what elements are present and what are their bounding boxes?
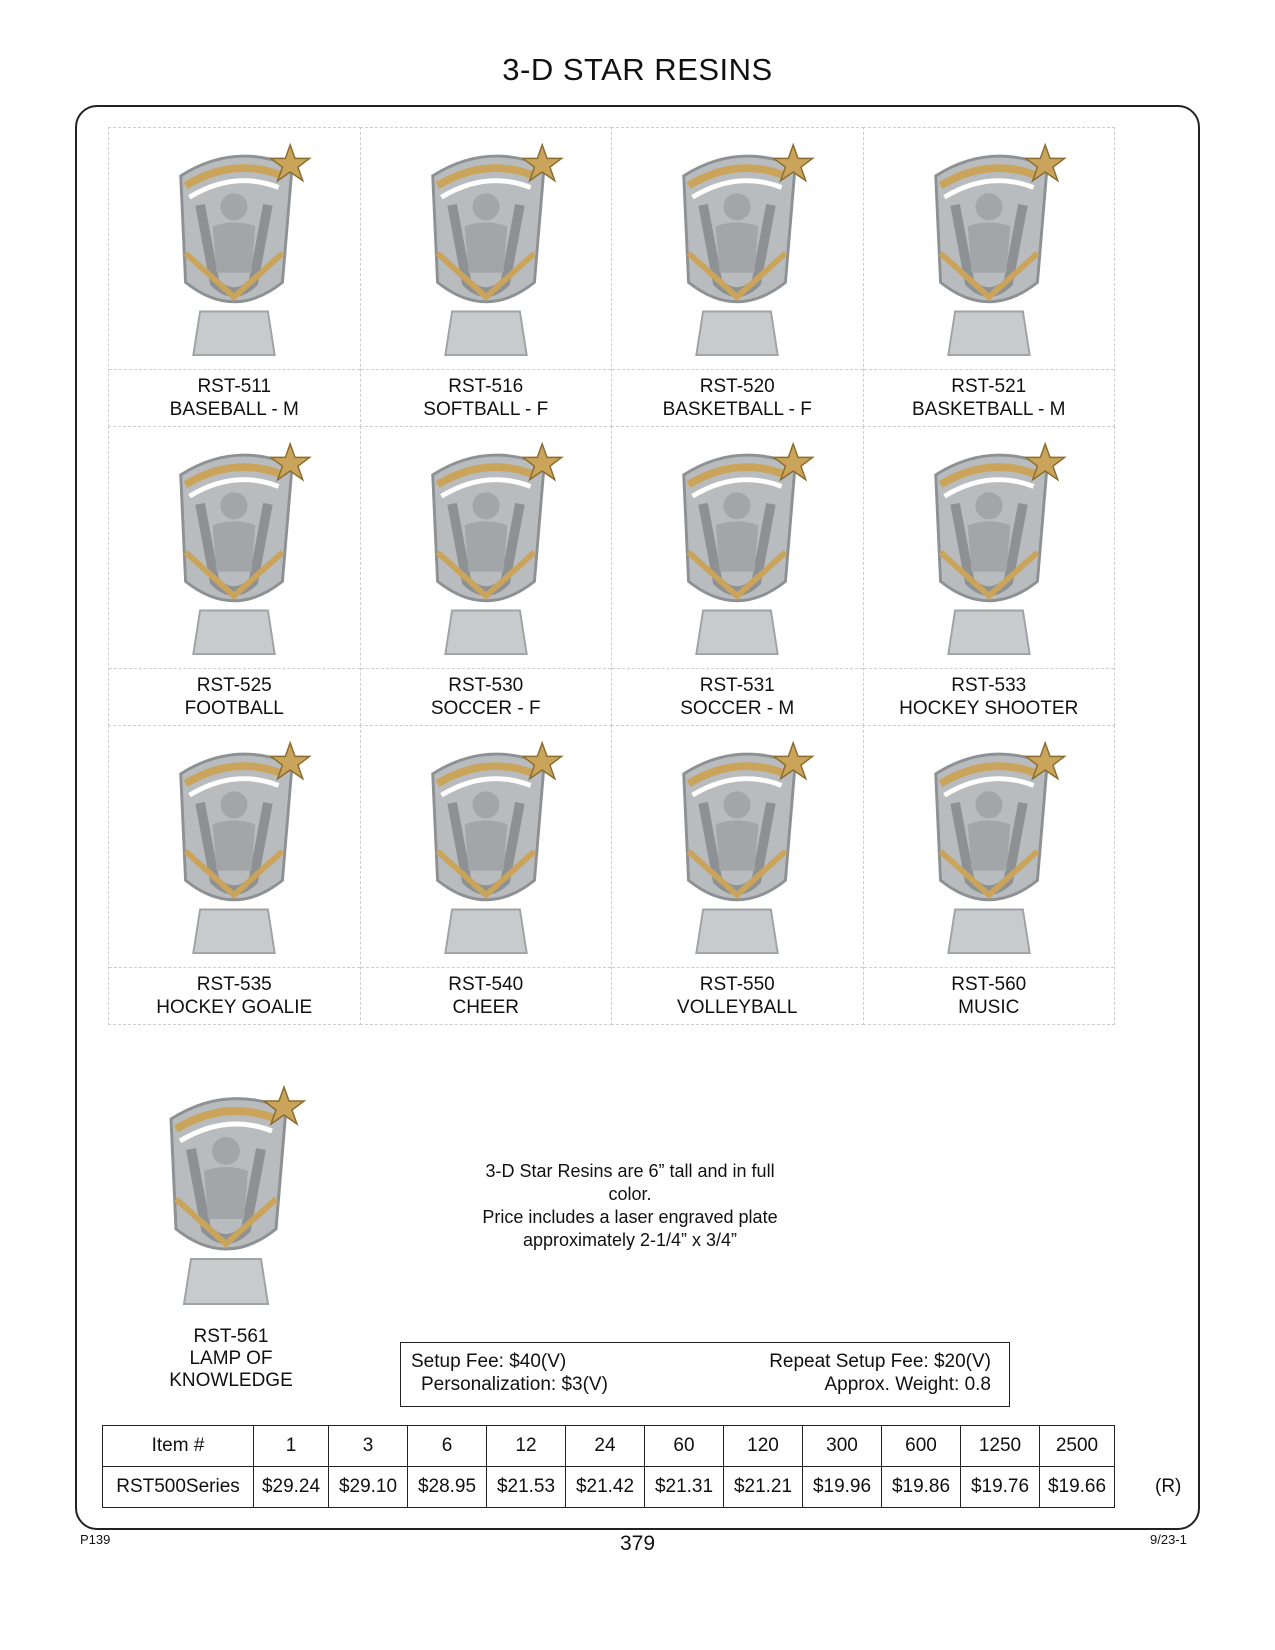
price-cell: $19.96	[803, 1467, 882, 1508]
revision-code: 9/23-1	[1150, 1532, 1187, 1547]
product-sku: RST-561	[193, 1326, 269, 1347]
product-photo	[109, 128, 360, 370]
product-name: HOCKEY SHOOTER	[899, 698, 1079, 719]
product-card	[360, 426, 613, 726]
football-trophy-icon	[157, 435, 312, 660]
quantity-header: 3	[329, 1426, 408, 1467]
product-sku: RST-516	[448, 376, 524, 397]
quantity-header: 1	[254, 1426, 329, 1467]
product-sku: RST-533	[951, 675, 1027, 696]
product-photo	[864, 427, 1115, 669]
product-name-line2: KNOWLEDGE	[169, 1370, 293, 1391]
volleyball-trophy-icon	[660, 734, 815, 959]
product-name: HOCKEY GOALIE	[156, 997, 313, 1018]
product-card	[611, 725, 864, 1025]
product-photo	[864, 128, 1115, 370]
page-code: P139	[80, 1532, 111, 1547]
quantity-header: 300	[803, 1426, 882, 1467]
quantity-header: 60	[645, 1426, 724, 1467]
product-sku: RST-525	[196, 675, 272, 696]
product-card	[611, 127, 864, 427]
product-label	[109, 668, 360, 728]
product-photo	[361, 726, 612, 968]
quantity-header: 24	[566, 1426, 645, 1467]
product-name: SOCCER - F	[430, 698, 541, 719]
product-description	[480, 1160, 780, 1252]
product-name: SOFTBALL - F	[423, 399, 549, 420]
product-sku: RST-550	[699, 974, 775, 995]
price-cell: $29.24	[254, 1467, 329, 1508]
price-cell: $28.95	[408, 1467, 487, 1508]
price-cell: $29.10	[329, 1467, 408, 1508]
table-header-row	[103, 1426, 1115, 1467]
product-card	[863, 127, 1116, 427]
product-name: BASEBALL - M	[169, 399, 299, 420]
product-label	[864, 369, 1115, 429]
product-name: FOOTBALL	[184, 698, 284, 719]
featured-product	[108, 1078, 358, 1408]
product-sku: RST-521	[951, 376, 1027, 397]
product-sku: RST-560	[951, 974, 1027, 995]
quantity-header: 600	[882, 1426, 961, 1467]
price-cell: $19.86	[882, 1467, 961, 1508]
product-name: BASKETBALL - F	[662, 399, 812, 420]
product-label	[361, 967, 612, 1027]
page-title: 3-D STAR RESINS	[502, 52, 773, 87]
repeat-setup-fee: Repeat Setup Fee: $20(V)	[769, 1351, 991, 1372]
price-cell: $19.66	[1040, 1467, 1115, 1508]
product-name: BASKETBALL - M	[912, 399, 1066, 420]
product-sku: RST-540	[448, 974, 524, 995]
quantity-header: 1250	[961, 1426, 1040, 1467]
product-card	[360, 725, 613, 1025]
personalization-fee: Personalization: $3(V)	[421, 1374, 608, 1395]
price-table	[102, 1425, 1115, 1508]
product-sku: RST-535	[196, 974, 272, 995]
product-card	[108, 725, 361, 1025]
table-row	[103, 1467, 1115, 1508]
hockey-goalie-trophy-icon	[157, 734, 312, 959]
product-name: SOCCER - M	[680, 698, 795, 719]
product-label	[361, 369, 612, 429]
music-trophy-icon	[911, 734, 1066, 959]
product-label	[109, 369, 360, 429]
product-card	[863, 725, 1116, 1025]
quantity-header: 120	[724, 1426, 803, 1467]
product-name: VOLLEYBALL	[677, 997, 798, 1018]
price-cell: $21.31	[645, 1467, 724, 1508]
approx-weight: Approx. Weight: 0.8	[824, 1374, 991, 1395]
product-label	[864, 668, 1115, 728]
product-label	[612, 967, 863, 1027]
product-photo	[612, 128, 863, 370]
hockey-trophy-icon	[911, 435, 1066, 660]
table-row-label: RST500Series	[103, 1467, 254, 1508]
quantity-header: 2500	[1040, 1426, 1115, 1467]
softball-trophy-icon	[408, 136, 563, 361]
description-line: approximately 2-1/4” x 3/4”	[522, 1230, 738, 1250]
product-photo	[361, 427, 612, 669]
product-label	[864, 967, 1115, 1027]
lamp-trophy-icon	[146, 1078, 306, 1310]
product-card	[108, 426, 361, 726]
product-sku: RST-531	[699, 675, 775, 696]
product-photo	[612, 427, 863, 669]
fees-box	[400, 1342, 1010, 1407]
soccer-trophy-icon	[408, 435, 563, 660]
product-photo	[864, 726, 1115, 968]
description-line: 3-D Star Resins are 6” tall and in full color.	[485, 1161, 775, 1204]
product-label	[612, 668, 863, 728]
product-card	[611, 426, 864, 726]
product-name-line1: LAMP OF	[189, 1348, 273, 1369]
price-code: (R)	[1155, 1476, 1182, 1497]
quantity-header: 6	[408, 1426, 487, 1467]
product-sku: RST-530	[448, 675, 524, 696]
price-cell: $21.42	[566, 1467, 645, 1508]
product-photo	[146, 1078, 316, 1318]
product-photo	[109, 427, 360, 669]
product-name: MUSIC	[958, 997, 1020, 1018]
basketball-trophy-icon	[660, 136, 815, 361]
product-photo	[612, 726, 863, 968]
product-label	[612, 369, 863, 429]
soccer-trophy-icon	[660, 435, 815, 660]
product-sku: RST-511	[197, 376, 272, 397]
product-name: CHEER	[452, 997, 519, 1018]
product-card	[360, 127, 613, 427]
price-cell: $21.53	[487, 1467, 566, 1508]
product-label	[361, 668, 612, 728]
product-photo	[109, 726, 360, 968]
setup-fee: Setup Fee: $40(V)	[411, 1351, 567, 1372]
product-sku: RST-520	[699, 376, 775, 397]
product-label	[108, 1326, 354, 1392]
basketball-trophy-icon	[911, 136, 1066, 361]
quantity-header: 12	[487, 1426, 566, 1467]
product-photo	[361, 128, 612, 370]
baseball-trophy-icon	[157, 136, 312, 361]
table-header-cell: Item #	[103, 1426, 254, 1467]
product-label	[109, 967, 360, 1027]
price-cell: $19.76	[961, 1467, 1040, 1508]
page-number: 379	[619, 1532, 656, 1555]
product-card	[863, 426, 1116, 726]
price-cell: $21.21	[724, 1467, 803, 1508]
cheer-trophy-icon	[408, 734, 563, 959]
product-card	[108, 127, 361, 427]
description-line: Price includes a laser engraved plate	[482, 1207, 778, 1227]
